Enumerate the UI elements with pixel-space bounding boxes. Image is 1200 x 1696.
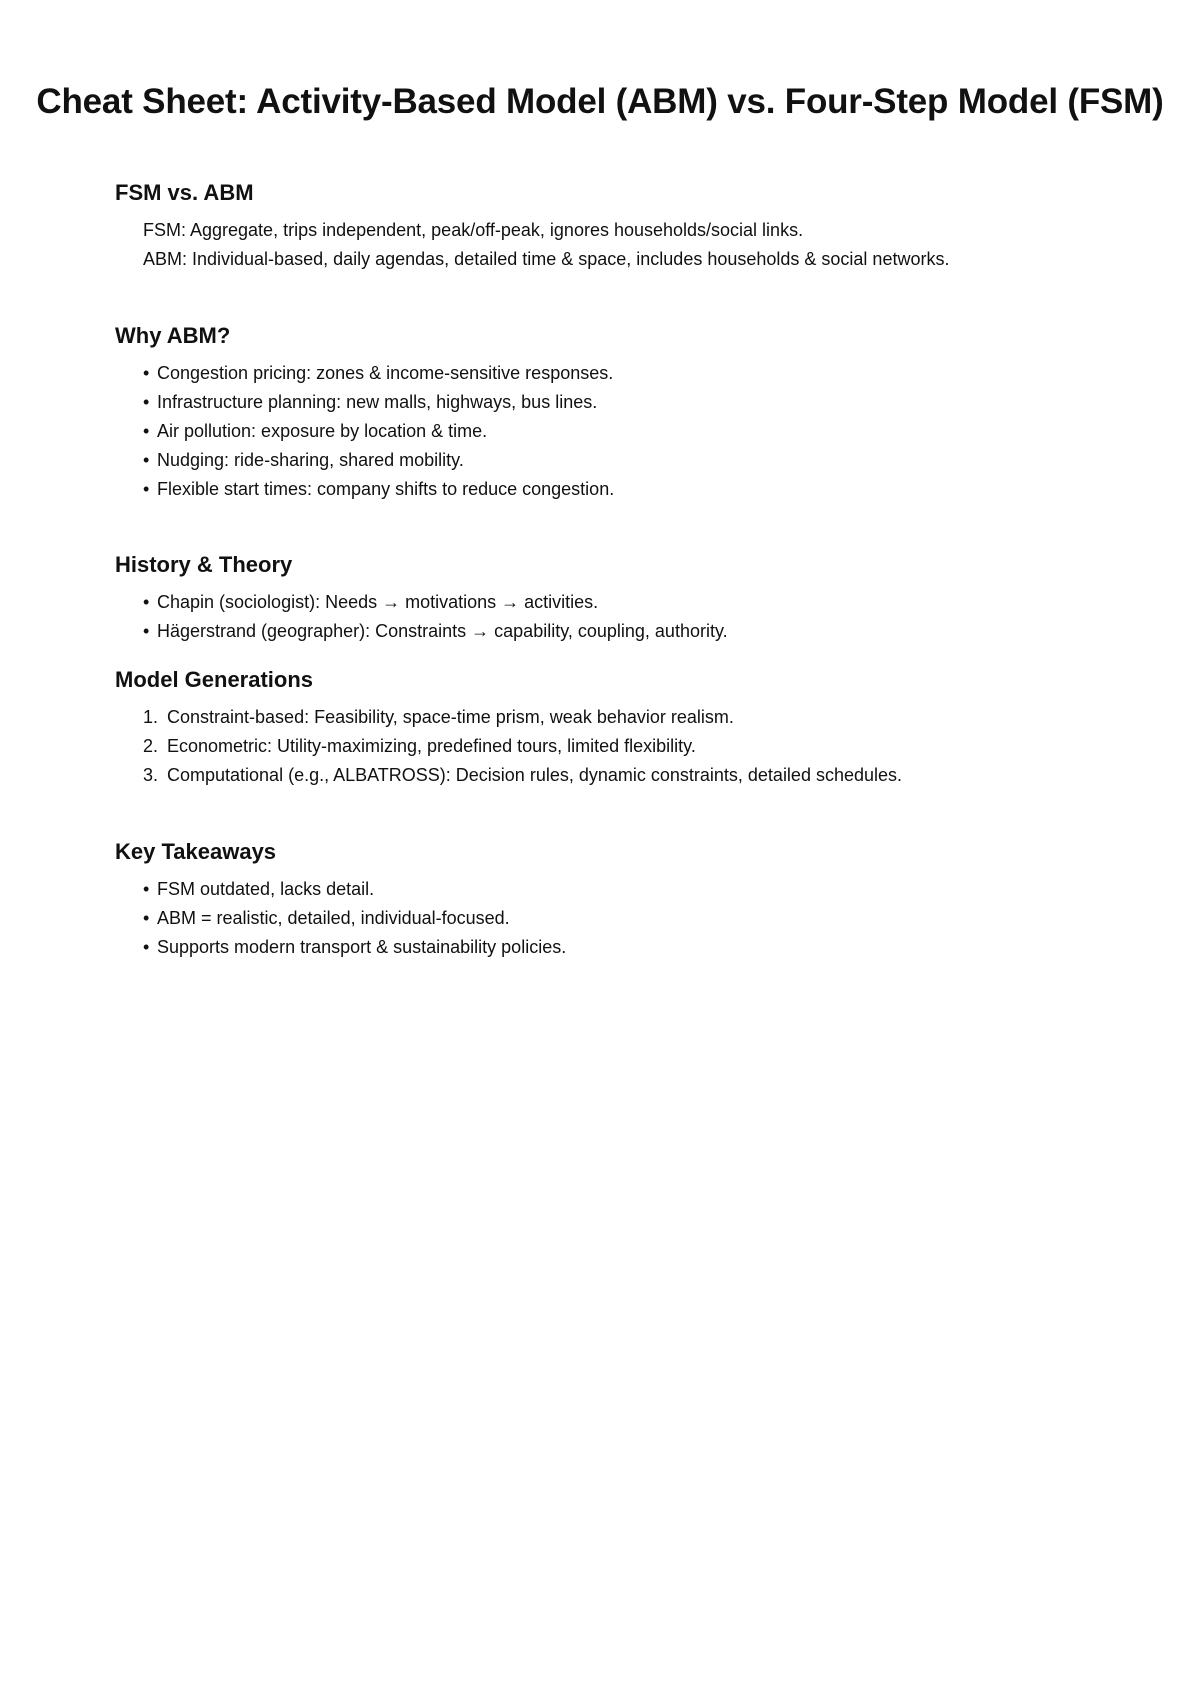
list-item bbox=[143, 359, 1155, 388]
list-item bbox=[143, 904, 1155, 933]
history-list bbox=[115, 588, 1155, 646]
section-history-theory bbox=[115, 551, 1155, 646]
section-heading-key-takeaways: Key Takeaways bbox=[115, 839, 277, 864]
section-heading-why-abm: Why ABM? bbox=[115, 323, 231, 348]
section-fsm-vs-abm bbox=[115, 179, 1155, 274]
list-item-text: Hägerstrand (geographer): Constraints → capability, coupling, authority. bbox=[157, 621, 728, 641]
list-item-text: Chapin (sociologist): Needs → motivations → activities. bbox=[157, 592, 599, 612]
list-item-text: Flexible start times: company shifts to reduce congestion. bbox=[157, 479, 615, 499]
list-item bbox=[143, 417, 1155, 446]
bullet-icon: • bbox=[143, 937, 150, 957]
list-item-text: Econometric: Utility-maximizing, predefined tours, limited flexibility. bbox=[167, 736, 696, 756]
list-item-text: Nudging: ride-sharing, shared mobility. bbox=[157, 450, 464, 470]
section-model-generations bbox=[115, 666, 1155, 790]
section-key-takeaways bbox=[115, 838, 1155, 962]
bullet-icon: • bbox=[143, 363, 150, 383]
list-item-text: Computational (e.g., ALBATROSS): Decision rules, dynamic constraints, detailed schedules. bbox=[167, 765, 903, 785]
list-item bbox=[143, 703, 1155, 732]
list-item bbox=[143, 446, 1155, 475]
generations-list bbox=[115, 703, 1155, 790]
list-item bbox=[143, 388, 1155, 417]
page-title: Cheat Sheet: Activity-Based Model (ABM) vs. Four-Step Model (FSM) bbox=[36, 82, 1164, 121]
list-item-text: Supports modern transport & sustainability policies. bbox=[157, 937, 567, 957]
bullet-icon: • bbox=[143, 450, 150, 470]
list-item bbox=[143, 617, 1155, 646]
bullet-icon: • bbox=[143, 879, 150, 899]
section-heading-fsm-vs-abm: FSM vs. ABM bbox=[115, 180, 254, 205]
list-item-number: 2. bbox=[143, 736, 159, 756]
comparison-line-fsm: FSM: Aggregate, trips independent, peak/off-peak, ignores households/social links. bbox=[143, 220, 804, 240]
list-item-text: Air pollution: exposure by location & time. bbox=[157, 421, 488, 441]
section-heading-history-theory: History & Theory bbox=[115, 552, 293, 577]
bullet-icon: • bbox=[143, 392, 150, 412]
list-item bbox=[143, 933, 1155, 962]
section-heading-model-generations: Model Generations bbox=[115, 667, 314, 692]
list-item-number: 3. bbox=[143, 765, 159, 785]
bullet-icon: • bbox=[143, 421, 150, 441]
list-item-text: Constraint-based: Feasibility, space-time prism, weak behavior realism. bbox=[167, 707, 734, 727]
list-item bbox=[143, 761, 1155, 790]
bullet-icon: • bbox=[143, 479, 150, 499]
comparison-line-abm: ABM: Individual-based, daily agendas, detailed time & space, includes households & social networks. bbox=[143, 249, 950, 269]
list-item-text: Infrastructure planning: new malls, highways, bus lines. bbox=[157, 392, 598, 412]
why-abm-list bbox=[115, 359, 1155, 504]
section-why-abm bbox=[115, 322, 1155, 504]
list-item bbox=[143, 732, 1155, 761]
list-item-number: 1. bbox=[143, 707, 159, 727]
bullet-icon: • bbox=[143, 908, 150, 928]
takeaways-list bbox=[115, 875, 1155, 962]
list-item bbox=[143, 475, 1155, 504]
list-item bbox=[143, 875, 1155, 904]
list-item-text: FSM outdated, lacks detail. bbox=[157, 879, 375, 899]
list-item-text: Congestion pricing: zones & income-sensitive responses. bbox=[157, 363, 614, 383]
comparison-list bbox=[115, 216, 1155, 274]
bullet-icon: • bbox=[143, 621, 150, 641]
list-item bbox=[143, 588, 1155, 617]
bullet-icon: • bbox=[143, 592, 150, 612]
list-item-text: ABM = realistic, detailed, individual-focused. bbox=[157, 908, 510, 928]
